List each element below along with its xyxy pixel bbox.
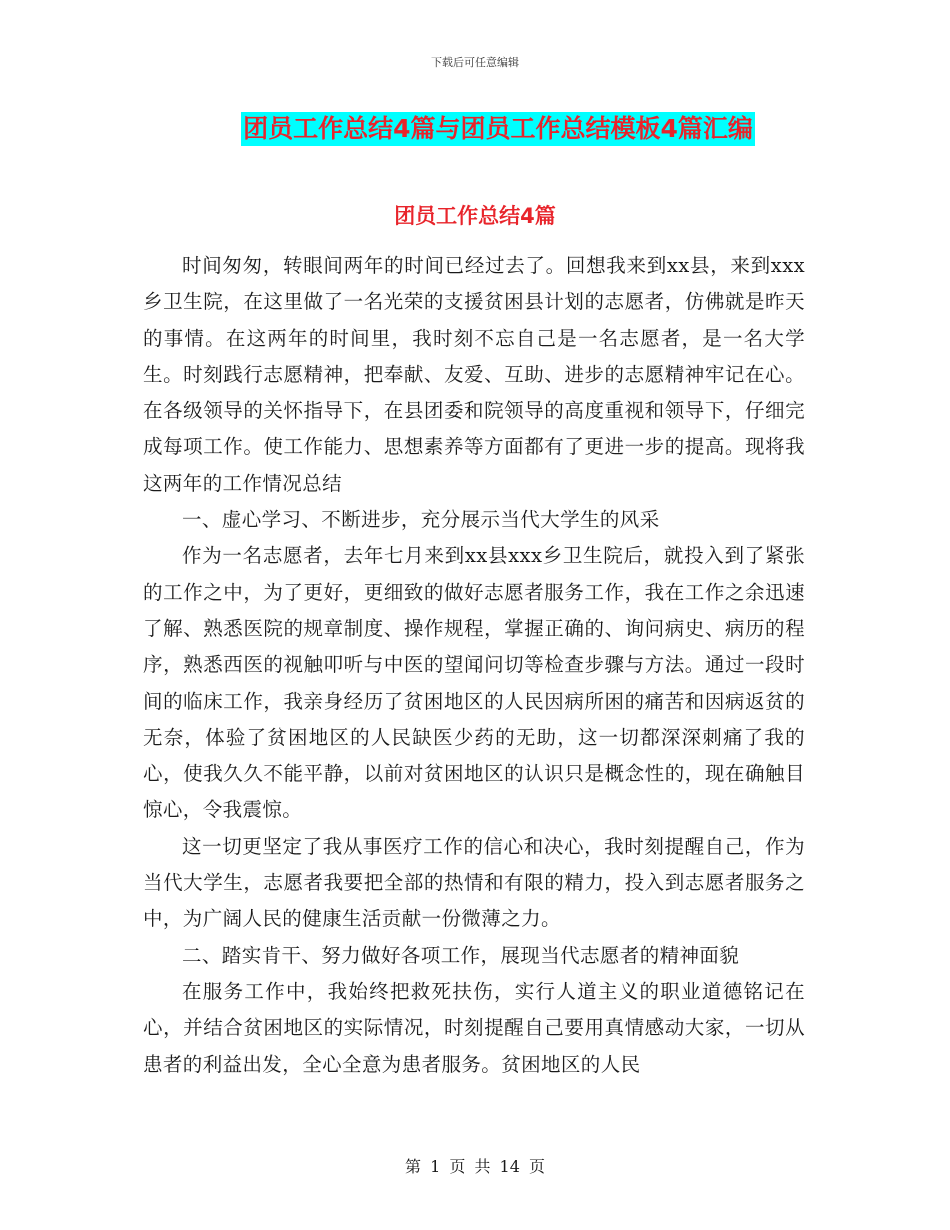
main-title-container [0,112,950,146]
header-note: 下载后可任意编辑 [431,56,519,69]
section-heading: 一、虚心学习、不断进步，充分展示当代大学生的风采 [182,508,660,532]
section-title: 团员工作总结4篇 [394,204,556,228]
paragraph: 这一切更坚定了我从事医疗工作的信心和决心，我时刻提醒自己，作为当代大学生，志愿者我要把全部的热情和有限的精力，投入到志愿者服务之中，为广阔人民的健康生活贡献一份微薄之力。 [143,834,805,931]
section-heading: 二、踏实肯干、努力做好各项工作，展现当代志愿者的精神面貌 [182,943,740,967]
document-body [143,248,805,1083]
paragraph: 在服务工作中，我始终把救死扶伤，实行人道主义的职业道德铭记在心，并结合贫困地区的实际情况，时刻提醒自己要用真情感动大家，一切从患者的利益出发，全心全意为患者服务。贫困地区的人民 [143,979,805,1076]
page-footer: 第 1 页 共 14 页 [405,1157,545,1176]
paragraph: 时间匆匆，转眼间两年的时间已经过去了。回想我来到xx县，来到xxx乡卫生院，在这里做了一名光荣的支援贫困县计划的志愿者，仿佛就是昨天的事情。在这两年的时间里，我时刻不忘自己是一名志愿者，是一名大学生。时刻践行志愿精神，把奉献、友爱、互助、进步的志愿精神牢记在心。在各级领导的关怀指导下，在县团委和院领导的高度重视和领导下，仔细完成每项工作。使工作能力、思想素养等方面都有了更进一步的提高。现将我这两年的工作情况总结 [143,254,805,495]
main-title: 团员工作总结4篇与团员工作总结模板4篇汇编 [241,112,755,146]
paragraph: 作为一名志愿者，去年七月来到xx县xxx乡卫生院后，就投入到了紧张的工作之中，为了更好，更细致的做好志愿者服务工作，我在工作之余迅速了解、熟悉医院的规章制度、操作规程，掌握正确的、询问病史、病历的程序，熟悉西医的视触叩听与中医的望闻问切等检查步骤与方法。通过一段时间的临床工作，我亲身经历了贫困地区的人民因病所困的痛苦和因病返贫的无奈，体验了贫困地区的人民缺医少药的无助，这一切都深深刺痛了我的心，使我久久不能平静，以前对贫困地区的认识只是概念性的，现在确触目惊心，令我震惊。 [143,544,805,822]
